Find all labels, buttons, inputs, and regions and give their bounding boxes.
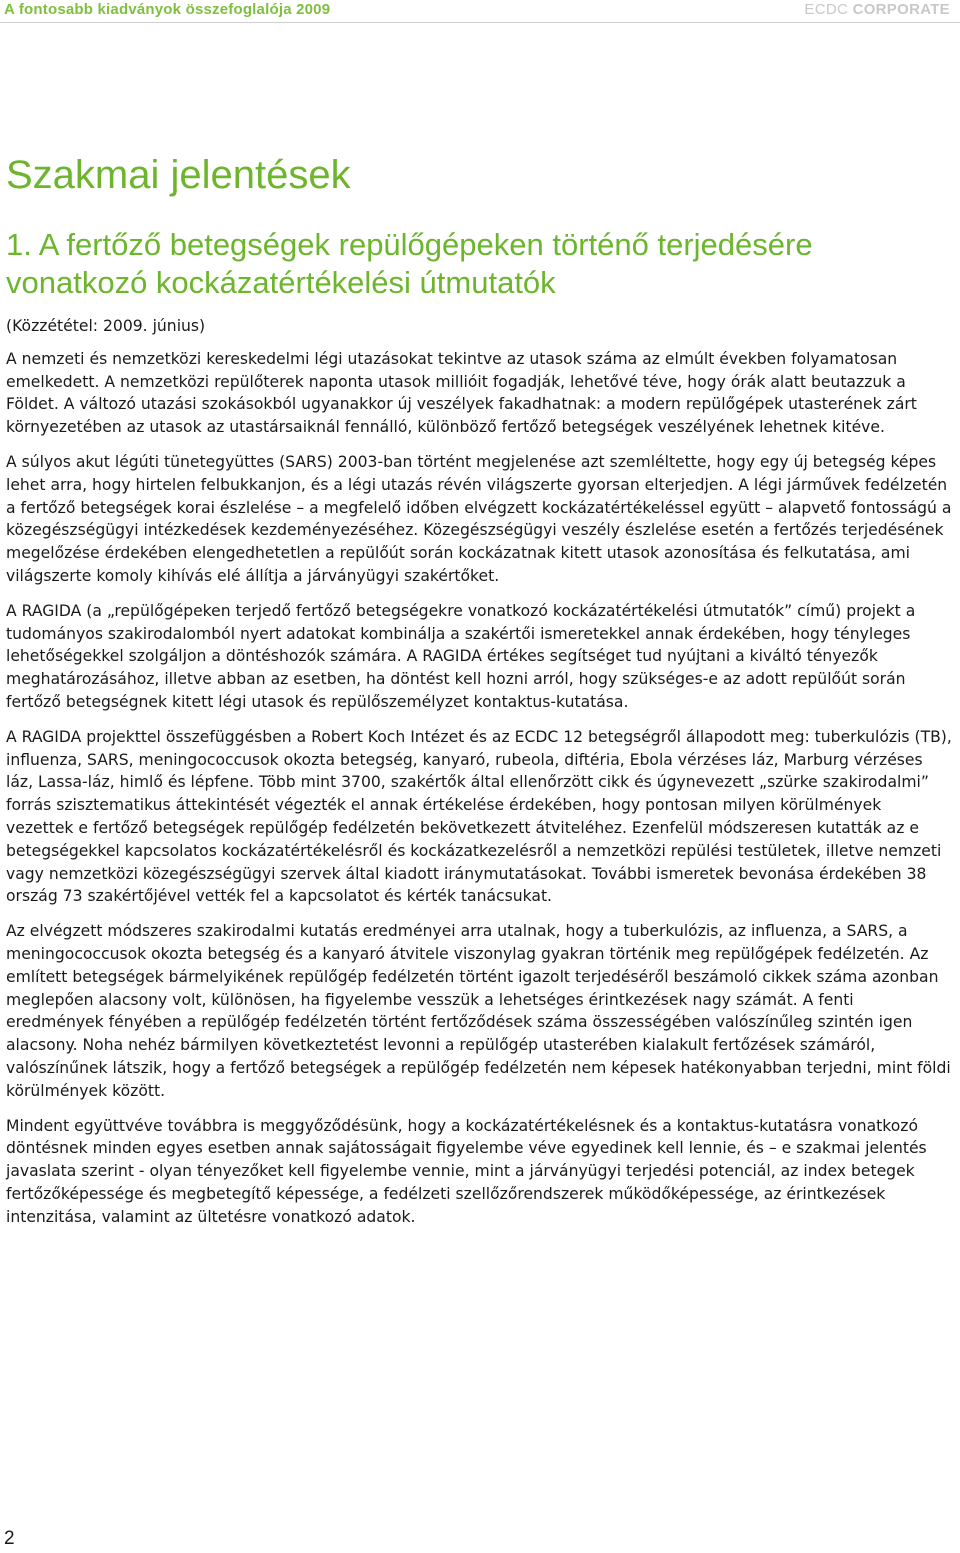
page-number: 2: [4, 1528, 15, 1549]
paragraph-5: Az elvégzett módszeres szakirodalmi kutatás eredményei arra utalnak, hogy a tuberkulózis, az influenza, a SARS, a meningococcusok okozta betegség és a kanyaró átvitele viszonylag gyakran történik meg repülőgépek fedélzetén. Az említett betegségek bármelyikének repülőgép fedélzetén történt igazolt terjedéséről beszámoló cikkek száma azonban meglepően alacsony volt, különösen, ha figyelembe vesszük a lehetséges érintkezések nagy számát. A fenti eredmények fényében a repülőgép fedélzetén történt fertőződések száma összességében valószínűleg szintén igen alacsony. Noha nehéz bármilyen következtetést levonni a repülőgép utasterében kialakult fertőzések számáról, valószínűnek látszik, hogy a fertőző betegségek a repülőgép fedélzetén nem képesek hatékonyabban terjedni, mint földi körülmények között.: [6, 922, 951, 1100]
corporate-label: CORPORATE: [852, 1, 950, 18]
publication-title: A fontosabb kiadványok összefoglalója 2009: [4, 1, 331, 18]
publication-date: (Közzététel: 2009. június): [6, 317, 206, 335]
section-title: Szakmai jelentések: [6, 153, 351, 197]
paragraph-1: A nemzeti és nemzetközi kereskedelmi légi utazásokat tekintve az utasok száma az elmúlt években folyamatosan emelkedett. A nemzetközi repülőterek naponta utasok millióit fogadják, lehetővé téve, hogy órák alatt beutazzuk a Földet. A változó utazási szokásokból ugyanakkor új veszélyek fakadhatnak: a modern repülőgépek utasterének zárt környezetében az utasok az utastársaiknál fennálló, különböző fertőző betegségek veszélyének lehetnek kitéve.: [6, 349, 917, 437]
paragraph-3: A RAGIDA (a „repülőgépeken terjedő fertőző betegségekre vonatkozó kockázatértékelési útmutatók” című) projekt a tudományos szakirodalomból nyert adatokat kombinálja a szakértői ismeretekkel annak érdekében, hogy tényleges lehetőségekkel szolgáljon a döntéshozók számára. A RAGIDA értékes segítséget tud nyújtani a kiváltó tényezők meghatározásához, illetve abban az esetben, ha döntést kell hozni arról, hogy szükséges-e az adott repülőút során fertőző betegségnek kitett légi utasok és repülőszemélyzet kontaktus-kutatása.: [6, 601, 916, 711]
paragraph-6: Mindent együttvéve továbbra is meggyőződésünk, hogy a kockázatértékelésnek és a kontaktus-kutatásra vonatkozó döntésnek minden egyes esetben annak sajátosságait figyelembe véve egyedinek kell lennie, és – e szakmai jelentés javaslata szerint - olyan tényezőket kell figyelembe vennie, mint a járványügyi terjedési potenciál, az index betegek fertőzőképessége és megbetegítő képessége, a fedélzeti szellőzőrendszerek működőképessége, az érintkezések intenzitása, valamint az ültetésre vonatkozó adatok.: [6, 1116, 927, 1226]
document-title: 1. A fertőző betegségek repülőgépeken történő terjedésére vonatkozó kockázatértékelési útmutatók: [6, 227, 813, 300]
article-body: [6, 315, 952, 1240]
ecdc-corporate-label: [804, 1, 950, 18]
ecdc-label: ECDC: [804, 1, 849, 18]
paragraph-4: A RAGIDA projekttel összefüggésben a Robert Koch Intézet és az ECDC 12 betegségről állapodott meg: tuberkulózis (TB), influenza, SARS, meningococcusok okozta betegség, kanyaró, rubeola, diftéria, Ebola vérzéses láz, Marburg vérzéses láz, Lassa-láz, himlő és lépfene. Több mint 3700, szakértők által ellenőrzött cikk és úgynevezett „szürke szakirodalmi” forrás szisztematikus áttekintését végezték el annak értékelése érdekében, hogy pontosan milyen körülmények vezettek e fertőző betegségek repülőgép fedélzetén bekövetkezett átviteléhez. Ezenfelül módszeresen kutatták az e betegségekkel kapcsolatos kockázatértékelésről és kockázatkezelésről a nemzetközi repülési testületek, illetve nemzeti vagy nemzetközi közegészségügyi szervek által kiadott iránymutatásokat. További ismeretek bevonása érdekében 38 ország 73 szakértőjével vették fel a kapcsolatot és kérték tanácsukat.: [6, 727, 952, 906]
page-header: [0, 0, 960, 23]
paragraph-2: A súlyos akut légúti tünetegyüttes (SARS) 2003-ban történt megjelenése azt szemléltette, hogy egy új betegség képes lehet arra, hogy hirtelen felbukkanjon, és a légi utazás révén világszerte gyorsan elterjedjen. A légi járművek fedélzetén a fertőző betegségek korai észlelése – a megfelelő időben elvégzett kockázatértékeléssel együtt – alapvető fontosságú a közegészségügyi intézkedések kezdeményezéséhez. Közegészségügyi veszély észlelése esetén a fertőzés terjedésének megelőzése érdekében elengedhetetlen a repülőút során kockázatnak kitett utasok azonosítása és felkutatása, ami világszerte komoly kihívás elé állítja a járványügyi szakértőket.: [6, 452, 952, 585]
